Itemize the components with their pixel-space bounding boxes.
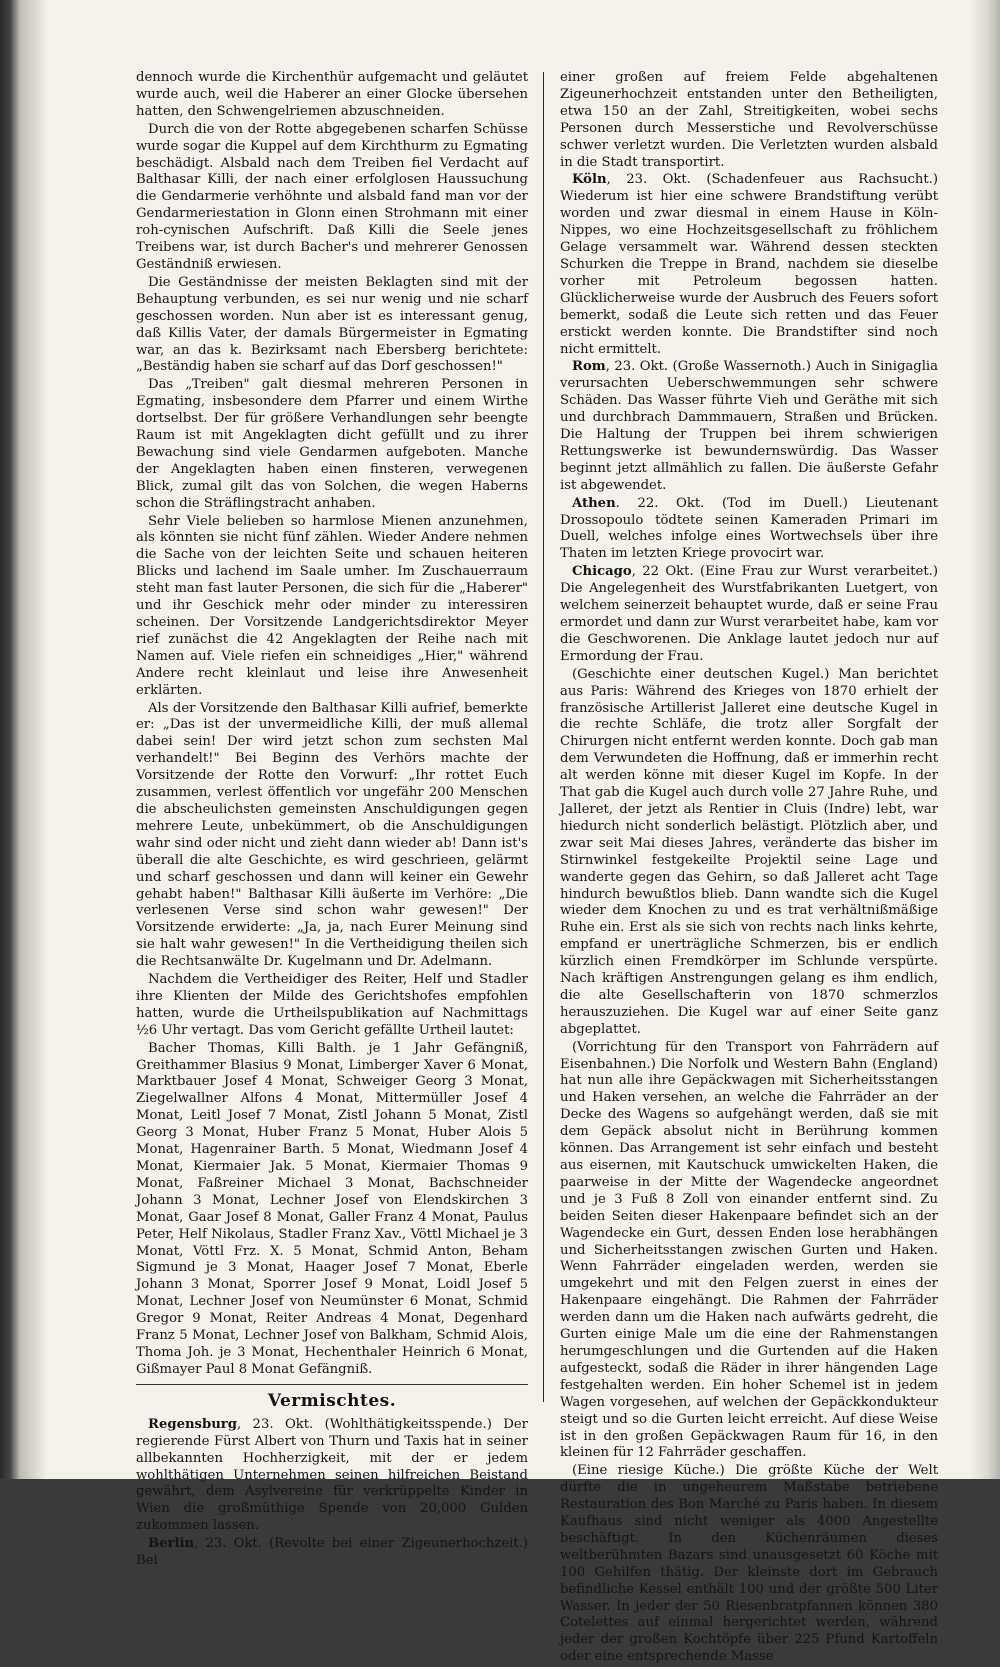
news-text: , 23. Okt. (Schadenfeuer aus Rachsucht.) Wiederum ist hier eine schwere Brandstiftung verübt worden und zwar diesmal in einem Hause in Köln-Nippes, wo eine Hochzeitsgesellschaft zu fröhlichem Gelage versammelt war. Während dessen steckten Schurken die Treppe in Brand, nachdem sie dieselbe vorher mit Petroleum begossen hatten. Glücklicherweise wurde der Ausbruch des Feuers sofort bemerkt, sodaß die Leute sich retten und das Feuer erstickt werden konnte. Die Brandstifter sind noch nicht ermittelt.: [560, 172, 938, 357]
news-item-chicago: [560, 564, 938, 665]
left-column: [136, 70, 528, 1571]
news-text: , 22 Okt. (Eine Frau zur Wurst verarbeitet.) Die Angelegenheit des Wurstfabrikanten Luetgert, von welchem seinerzeit behauptet wurde, daß er seine Frau ermordet und dann zur Wurst verarbeitet habe, kam vor die Geschworenen. Die Anklage lautet jedoch nur auf Ermordung der Frau.: [560, 564, 938, 664]
dateline-place: Chicago: [572, 564, 632, 580]
paragraph: Die Geständnisse der meisten Beklagten sind mit der Behauptung verbunden, es sei nur wenig und nie scharf geschossen worden. Nun aber ist es interessant genug, daß Killis Vater, der damals Bürgermeister in Egmating war, an das k. Bezirksamt nach Ebersberg berichtete: „Beständig haben sie scharf auf das Dorf geschossen!": [136, 274, 528, 375]
paragraph: einer großen auf freiem Felde abgehaltenen Zigeunerhochzeit entstanden unter den Betheiligten, etwa 150 an der Zahl, Streitigkeiten, wobei sechs Personen durch Messerstiche und Revolverschüsse schwer verletzt wurden. Die Verletzten wurden alsbald in die Stadt transportirt.: [560, 70, 938, 170]
book-spine-shadow: [0, 0, 48, 1479]
news-text: , 23. Okt. (Revolte bei einer Zigeunerhochzeit.) Bei: [136, 1536, 528, 1569]
dateline-place: Regensburg: [148, 1416, 237, 1432]
paragraph: Als der Vorsitzende den Balthasar Killi aufrief, bemerkte er: „Das ist der unvermeidliche Killi, der muß allemal dabei sein! Der wird jetzt schon zum sechsten Mal verhandelt!" Bei Beginn des Verhörs machte der Vorsitzende der Rotte den Vorwurf: „Ihr rottet Euch zusammen, verlest öffentlich vor ungefähr 200 Menschen die abscheulichsten gemeinsten Anschuldigungen gegen mehrere Leute, unbekümmert, ob die Anschuldigungen wahr sind oder nicht und zieht dann wieder ab! Dann ist's überall die alte Geschichte, es wird geschrieen, gelärmt und scharf geschossen und dann will keiner ein Gewehr gehabt haben!" Balthasar Killi äußerte im Verhöre: „Die verlesenen Verse sind schon wahr gewesen!" Der Vorsitzende erwiderte: „Ja, ja, nach Eurer Meinung sind sie halt wahr gewesen!" In die Vertheidigung theilen sich die Rechtsanwälte Dr. Kugelmann und Dr. Adelmann.: [136, 700, 528, 970]
news-item-koeln: [560, 172, 938, 358]
news-text: , 23. Okt. (Wohlthätigkeitsspende.) Der regierende Fürst Albert von Thurn und Taxis hat in seiner allbekannten Hochherzigkeit, mit der er jedem wohlthätigen Unternehmen seinen hilfreichen Beistand gewährt, dem Asylvereine für verkrüppelte Kinder in Wien die großmüthige Spende von 20,000 Gulden zukommen lassen.: [136, 1416, 528, 1534]
paragraph: Das „Treiben" galt diesmal mehreren Personen in Egmating, insbesondere dem Pfarrer und einem Wirthe dortselbst. Der für größere Verhandlungen sehr beengte Raum ist mit Angeklagten dicht gefüllt und zu ihrer Bewachung sind viele Gendarmen aufgeboten. Manche der Angeklagten haben einen finsteren, verwegenen Blick, zumal gilt das von Solchen, die wegen Haberns schon die Sträflingstracht anhaben.: [136, 377, 528, 511]
dateline-place: Athen: [572, 495, 616, 511]
column-rule: [543, 72, 544, 1402]
news-item-regensburg: [136, 1417, 528, 1535]
sentence-list: Bacher Thomas, Killi Balth. je 1 Jahr Gefängniß, Greithammer Blasius 9 Monat, Limberger Xaver 6 Monat, Marktbauer Josef 4 Monat, Schweiger Georg 3 Monat, Ziegelwallner Alfons 4 Monat, Mittermüller Josef 4 Monat, Leitl Josef 7 Monat, Zistl Johann 5 Monat, Zistl Georg 3 Monat, Huber Franz 5 Monat, Huber Alois 5 Monat, Hagenrainer Barth. 5 Monat, Wiedmann Josef 4 Monat, Kiermaier Jak. 5 Monat, Kiermaier Thomas 9 Monat, Faßreiner Michael 3 Monat, Bachschneider Johann 3 Monat, Lechner Josef von Elendskirchen 3 Monat, Gaar Josef 8 Monat, Galler Franz 4 Monat, Paulus Peter, Helf Nikolaus, Stadler Franz Xav., Vöttl Michael je 3 Monat, Vöttl Frz. X. 5 Monat, Schmid Anton, Beham Sigmund je 3 Monat, Haager Josef 7 Monat, Eberle Johann 3 Monat, Sporrer Josef 9 Monat, Loidl Josef 5 Monat, Lechner Josef von Neumünster 6 Monat, Schmid Gregor 9 Monat, Reiter Andreas 4 Monat, Degenhard Franz 5 Monat, Lechner Josef von Balkham, Schmid Alois, Thoma Joh. je 3 Monat, Hechenthaler Heinrich 6 Monat, Gißmayer Paul 8 Monat Gefängniß.: [136, 1040, 528, 1377]
section-heading: Vermischtes.: [267, 1390, 397, 1411]
page-edge-shadow: [970, 0, 1000, 1479]
paragraph: Durch die von der Rotte abgegebenen scharfen Schüsse wurde sogar die Kuppel auf dem Kirchthurm zu Egmating beschädigt. Alsbald nach dem Treiben fiel Verdacht auf Balthasar Killi, der nach einer erfolglosen Haussuchung die Gendarmerie verhöhnte und alsbald fand man vor der Gendarmeriestation in Glonn einen Strohmann mit einer roh-cynischen Aufschrift. Daß Killi die Seele jenes Treibens war, ist durch Bacher's und mehrerer Genossen Geständniß erwiesen.: [136, 121, 528, 272]
paragraph: (Vorrichtung für den Transport von Fahrrädern auf Eisenbahnen.) Die Norfolk und Western Bahn (England) hat nun alle ihre Gepäckwagen mit Sicherheitsstangen und Haken versehen, an welche die Fahrräder an der Decke des Wagens so aufgehängt werden, daß sie mit dem Gepäck absolut nicht in Berührung kommen können. Das Arrangement ist sehr einfach und besteht aus eisernen, mit Kautschuck umwickelten Haken, die paarweise in der Mitte der Wagendecke angeordnet und je 3 Fuß 8 Zoll von einander entfernt sind. Zu beiden Seiten dieser Hakenpaare befindet sich an der Wagendecke ein Gurt, dessen Enden lose herabhängen und Sicherheitsstangen zwischen Gurten und Haken. Wenn Fahrräder eingeladen werden, werden sie umgekehrt und mit den Felgen zuerst in eines der Hakenpaare eingehängt. Die Rahmen der Fahrräder werden dann um die Haken nach aufwärts gedreht, die Gurten einige Male um die eine der Rahmenstangen herumgeschlungen und die Gurtenden auf die Haken aufgesteckt, sodaß die Räder in ihrer hängenden Lage festgehalten werden. Ein hoher Schemel ist in jedem Wagen vorgesehen, auf welchen der Gepäckkondukteur steigt und so die Gurten leicht erreicht. Auf diese Weise ist in den großen Gepäckwagen Raum für 16, in den kleinen für 12 Fahrräder geschaffen.: [560, 1039, 938, 1461]
news-item-rom: [560, 359, 938, 494]
paragraph: Nachdem die Vertheidiger des Reiter, Helf und Stadler ihre Klienten der Milde des Gerichtshofes empfohlen hatten, wurde die Urtheilspublikation auf Nachmittags ½6 Uhr vertagt. Das vom Gericht gefällte Urtheil lautet:: [136, 972, 528, 1038]
dateline-place: Berlin: [148, 1536, 195, 1552]
news-item-berlin: [136, 1536, 528, 1570]
right-column: [560, 70, 938, 1667]
paragraph: (Eine riesige Küche.) Die größte Küche der Welt dürfte die in ungeheurem Maßstabe betriebene Restauration des Bon Marché zu Paris haben. In diesem Kaufhaus sind nicht weniger als 4000 Angestellte beschäftigt. In den Küchenräumen dieses weltberühmten Bazars sind unausgesetzt 60 Köche mit 100 Gehilfen thätig. Der kleinste dort im Gebrauch befindliche Kessel enthält 100 und der größte 500 Liter Wasser. In jeder der 50 Riesenbratpfannen können 380 Cotelettes auf einmal hergerichtet werden, während jeder der großen Kochtöpfe über 225 Pfund Kartoffeln oder eine entsprechende Masse: [560, 1463, 938, 1665]
section-divider: [136, 1384, 528, 1412]
paragraph: (Geschichte einer deutschen Kugel.) Man berichtet aus Paris: Während des Krieges von 1870 erhielt der französische Artillerist Jalleret eine deutsche Kugel in die rechte Schläfe, die trotz aller Sorgfalt der Chirurgen nicht entfernt werden konnte. Doch gab man dem Verwundeten die Hoffnung, daß er immerhin recht alt werden könne mit dieser Kugel im Kopfe. In der That gab die Kugel auch durch volle 27 Jahre Ruhe, und Jalleret, der jetzt als Rentier in Cluis (Indre) lebt, war hiedurch nicht sonderlich belästigt. Plötzlich aber, und zwar seit Mai dieses Jahres, veränderte das bisher im Stirnwinkel festgekeilte Projektil seine Lage und wanderte gegen das Gehirn, so daß Jalleret acht Tage hindurch bewußtlos blieb. Dann wandte sich die Kugel wieder dem Knochen zu und es trat verhältnißmäßige Ruhe ein. Erst als sie sich von rechts nach links kehrte, empfand er unerträgliche Schmerzen, bis er endlich kürzlich einen Fremdkörper im Schlunde verspürte. Nach kräftigen Anstrengungen gelang es ihm endlich, die alte Gesellschafterin von 1870 schmerzlos herauszuziehen. Die Kugel war auf einer Seite ganz abgeplattet.: [560, 666, 938, 1037]
paragraph: Sehr Viele belieben so harmlose Mienen anzunehmen, als könnten sie nicht fünf zählen. Wieder Andere nehmen die Sache von der leichten Seite und schauen heiteren Blicks und lachend im Saale umher. Im Zuschauerraum steht man fast lauter Personen, die sich für die „Haberer" und ihr Geschick mehr oder minder zu interessiren scheinen. Der Vorsitzende Landgerichtsdirektor Meyer rief zunächst die 42 Angeklagten der Reihe nach mit Namen auf. Viele riefen ein schneidiges „Hier," während Andere recht kleinlaut und leise ihre Anwesenheit erklärten.: [136, 513, 528, 698]
news-text: . 22. Okt. (Tod im Duell.) Lieutenant Drossopoulo tödtete seinen Kameraden Primari im Duell, welches infolge eines Wortwechsels über ihre Thaten im letzten Kriege provocirt war.: [560, 495, 938, 562]
dateline-place: Rom: [572, 359, 606, 375]
dateline-place: Köln: [572, 172, 607, 188]
news-text: , 23. Okt. (Große Wassernoth.) Auch in Sinigaglia verursachten Ueberschwemmungen sehr schwere Schäden. Das Wasser führte Vieh und Geräthe mit sich und durchbrach Dammmauern, Straßen und Brücken. Die Haltung der Truppen bei ihrem schwierigen Rettungswerke ist bewundernswürdig. Das Wasser beginnt jetzt allmählich zu fallen. Die äußerste Gefahr ist abgewendet.: [560, 359, 938, 493]
paragraph: dennoch wurde die Kirchenthür aufgemacht und geläutet wurde auch, weil die Haberer an einer Glocke übersehen hatten, den Schwengelriemen abzuschneiden.: [136, 70, 528, 119]
news-item-athen: [560, 496, 938, 564]
